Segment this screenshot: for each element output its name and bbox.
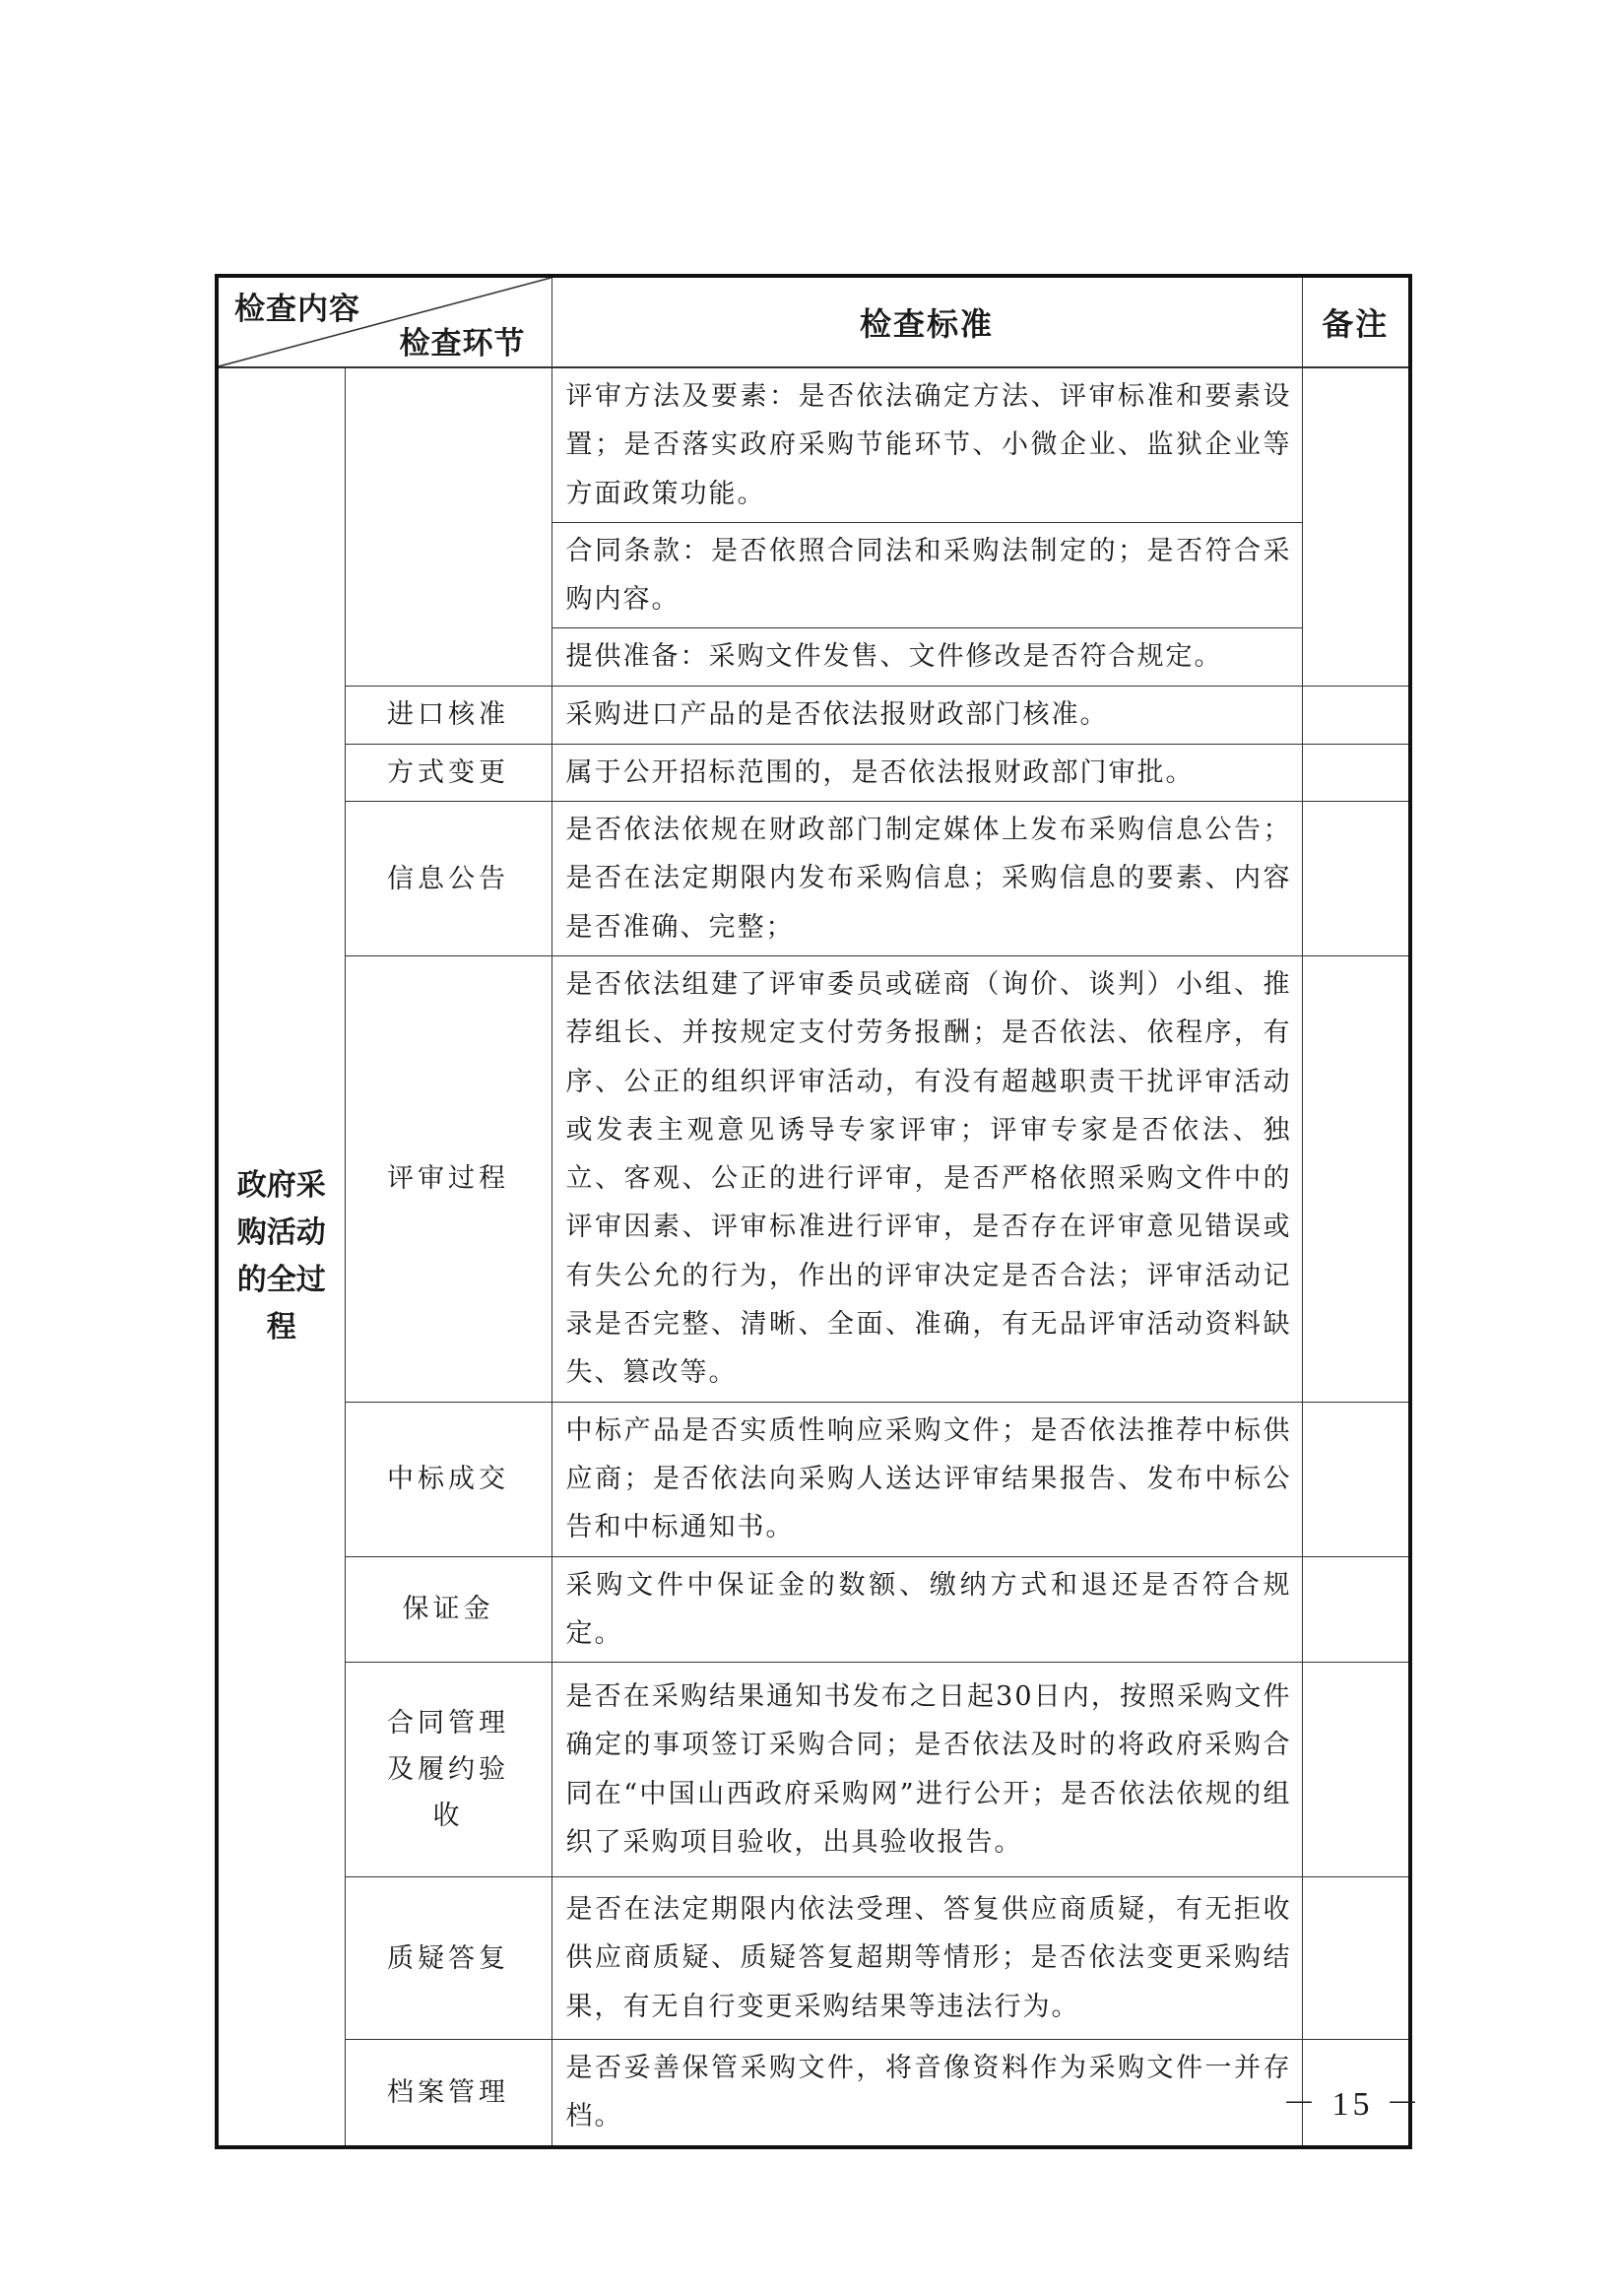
table-header-row (217, 276, 1410, 367)
link-cell: 方式变更 (345, 744, 551, 801)
header-check-standard: 检查标准 (551, 276, 1302, 367)
link-cell: 评审过程 (345, 955, 551, 1402)
table-row (217, 686, 1410, 744)
standard-cell: 采购进口产品的是否依法报财政部门核准。 (551, 686, 1302, 744)
category-label: 政府采购活动的全过程 (236, 1167, 326, 1345)
remark-cell (1302, 367, 1410, 686)
standard-cell: 合同条款：是否依照合同法和采购法制定的；是否符合采购内容。 (551, 522, 1302, 628)
standard-cell: 采购文件中保证金的数额、缴纳方式和退还是否符合规定。 (551, 1556, 1302, 1663)
link-cell: 档案管理 (345, 2040, 551, 2147)
remark-cell (1302, 1402, 1410, 1556)
standard-cell: 是否依法依规在财政部门制定媒体上发布采购信息公告；是否在法定期限内发布采购信息；采购信息的要素、内容是否准确、完整； (551, 802, 1302, 956)
remark-cell (1302, 744, 1410, 801)
page-number: － 15 － (1282, 2086, 1423, 2123)
link-cell: 保证金 (345, 1556, 551, 1663)
remark-cell (1302, 1663, 1410, 1877)
table-row (217, 2040, 1410, 2147)
table-row (217, 955, 1410, 1402)
standard-cell: 评审方法及要素：是否依法确定方法、评审标准和要素设置；是否落实政府采购节能环节、小微企业、监狱企业等方面政策功能。 (551, 367, 1302, 522)
table-row (217, 1877, 1410, 2040)
remark-cell (1302, 1556, 1410, 1663)
inspection-table (215, 274, 1412, 2149)
standard-cell: 是否依法组建了评审委员或磋商（询价、谈判）小组、推荐组长、并按规定支付劳务报酬；是否依法、依程序，有序、公正的组织评审活动，有没有超越职责干扰评审活动或发表主观意见诱导专家评审；评审专家是否依法、独立、客观、公正的进行评审，是否严格依照采购文件中的评审因素、评审标准进行评审，是否存在评审意见错误或有失公允的行为，作出的评审决定是否合法；评审活动记录是否完整、清晰、全面、准确，有无品评审活动资料缺失、篡改等。 (551, 955, 1302, 1402)
remark-cell (1302, 955, 1410, 1402)
category-cell (217, 367, 345, 2147)
link-cell: 信息公告 (345, 802, 551, 956)
link-cell (345, 367, 551, 686)
table-row (217, 1402, 1410, 1556)
link-cell: 合同管理及履约验收 (345, 1663, 551, 1877)
table-row (217, 1663, 1410, 1877)
standard-cell: 是否在采购结果通知书发布之日起30日内，按照采购文件确定的事项签订采购合同；是否依法及时的将政府采购合同在“中国山西政府采购网”进行公开；是否依法依规的组织了采购项目验收，出具验收报告。 (551, 1663, 1302, 1877)
link-cell: 进口核准 (345, 686, 551, 744)
standard-cell: 提供准备：采购文件发售、文件修改是否符合规定。 (551, 628, 1302, 686)
header-check-link: 检查环节 (399, 326, 526, 361)
link-cell: 质疑答复 (345, 1877, 551, 2040)
standard-cell: 是否在法定期限内依法受理、答复供应商质疑，有无拒收供应商质疑、质疑答复超期等情形；是否依法变更采购结果，有无自行变更采购结果等违法行为。 (551, 1877, 1302, 2040)
table-row (217, 367, 1410, 522)
table-row (217, 1556, 1410, 1663)
standard-cell: 中标产品是否实质性响应采购文件；是否依法推荐中标供应商；是否依法向采购人送达评审结果报告、发布中标公告和中标通知书。 (551, 1402, 1302, 1556)
standard-cell: 属于公开招标范围的，是否依法报财政部门审批。 (551, 744, 1302, 801)
diagonal-header-cell (217, 276, 551, 367)
header-check-content: 检查内容 (234, 292, 360, 327)
remark-cell (1302, 686, 1410, 744)
remark-cell (1302, 802, 1410, 956)
table-row (217, 744, 1410, 801)
header-remark: 备注 (1302, 276, 1410, 367)
link-cell: 中标成交 (345, 1402, 551, 1556)
table-row (217, 802, 1410, 956)
standard-cell: 是否妥善保管采购文件，将音像资料作为采购文件一并存档。 (551, 2040, 1302, 2147)
remark-cell (1302, 1877, 1410, 2040)
